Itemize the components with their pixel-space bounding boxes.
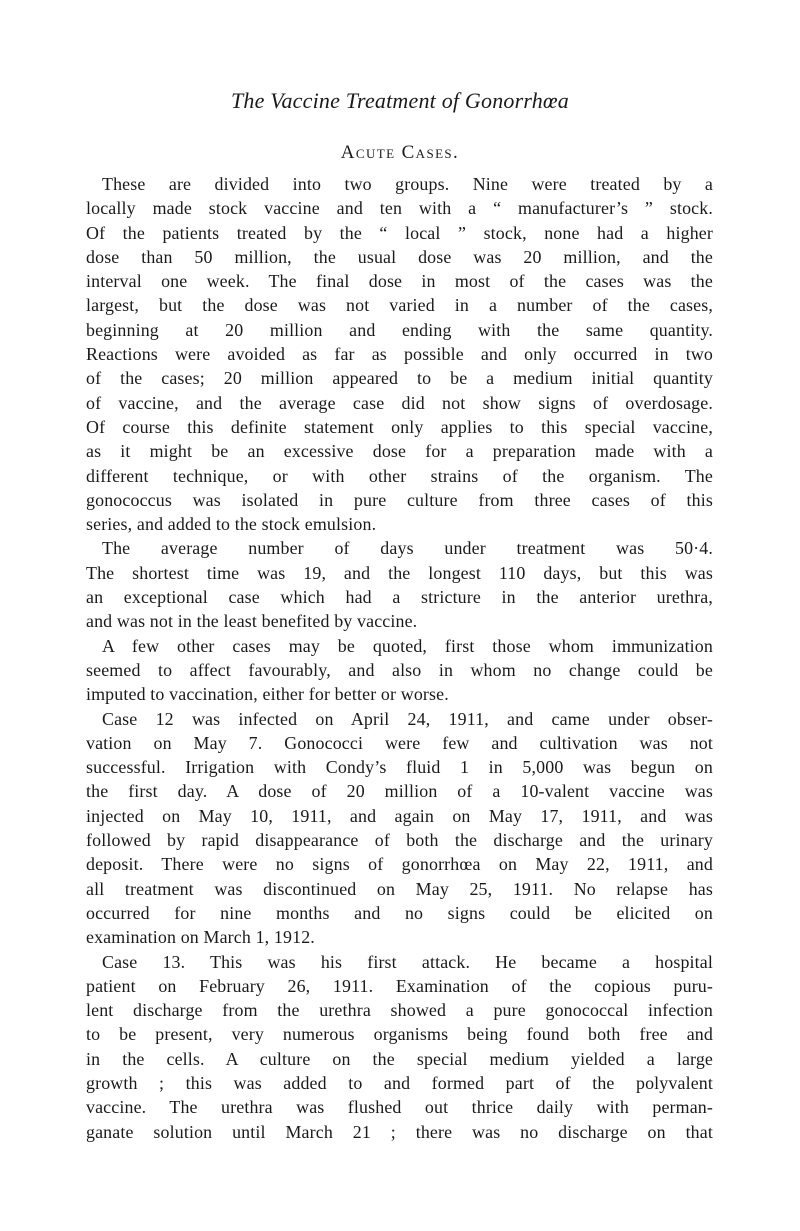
text-line: The average number of days under treatment was 50·4. (102, 538, 713, 559)
text-line: deposit. There were no signs of gonorrhœa on May 22, 1911, and (86, 854, 713, 875)
text-line: an exceptional case which had a stricture in the anterior urethra, (86, 587, 713, 608)
text-line: patient on February 26, 1911. Examination of the copious puru- (86, 975, 713, 996)
text-line: Of the patients treated by the “ local ” stock, none had a higher (86, 222, 713, 243)
text-line: successful. Irrigation with Condy’s fluid 1 in 5,000 was begun on (86, 757, 713, 778)
text-line: vaccine. The urethra was flushed out thrice daily with perman- (86, 1097, 713, 1118)
text-line: vation on May 7. Gonococci were few and cultivation was not (86, 732, 713, 753)
text-line: interval one week. The final dose in most of the cases was the (86, 271, 713, 292)
text-line: lent discharge from the urethra showed a pure gonococcal infection (86, 1000, 713, 1021)
text-line: ganate solution until March 21 ; there was no discharge on that (86, 1121, 713, 1142)
text-line: growth ; this was added to and formed part of the polyvalent (86, 1072, 713, 1093)
text-line: to be present, very numerous organisms being found both free and (86, 1024, 713, 1045)
document-page: The Vaccine Treatment of Gonorrhœa Acute Cases. These are divided into two groups. Nine were treated by a locally made stock vaccine and ten with a “ manufacturer’s ” stock. Of the patients treated by the “ local ” stock, none had a higher dose than 50 million, the usual dose was 20 million, and the interval one week. The final dose in most of the cases was the largest, but the dose was not varied in a number of the cases, beginning at 20 million and ending with the same quantity. Reactions were avoided as far as possible and only occurred in two of the cases; 20 million appeared to be a medium initial quantity of vaccine, and the average case did not show signs of overdosage. Of course this definite statement only applies to this special vaccine, as it might be an excessive dose for a preparation made with a different technique, or with other strains of the organism. The gonococcus was isolated in pure culture from three cases of this series, and added to the stock emulsion. The average number of days under treatment was 50·4. The shortest time was 19, and the longest 110 days, but this was an exceptional case which had a stricture in the anterior urethra, and was not in the least benefited by vaccine. A few other cases may be quoted, first those whom immunization seemed to affect favourably, and also in whom no change could be imputed to vaccination, either for better or worse. Case 12 was infected on April 24, 1911, and came under obser- vation on May 7. Gonococci were few and cultivation was not successful. Irrigation with Condy’s fluid 1 in 5,000 was begun on the first day. A dose of 20 million of a 10-valent vaccine was injected on May 10, 1911, and again on May 17, 1911, and was followed by rapid disappearance of both the discharge and the urinary deposit. There were no signs of gonorrhœa on May 22, 1911, and all treatment was discontinued on May 25, 1911. No relapse has occurred for nine months and no signs could be elicited on examination on March 1, 1912. Case 13. This was his first attack. He became a hospital patient on February 26, 1911. Examination of the copious puru- lent discharge from the urethra showed a pure gonococcal infection to be present, very numerous organisms being found both free and in the cells. A culture on the special medium yielded a large growth ; this was added to and formed part of the polyvalent vaccine. The urethra was flushed out thrice daily with perman- ganate solution until March 21 ; there was no discharge on that (0, 0, 800, 1231)
text-line: occurred for nine months and no signs could be elicited on (86, 902, 713, 923)
text-line: gonococcus was isolated in pure culture from three cases of this (86, 489, 713, 510)
text-line: followed by rapid disappearance of both the discharge and the urinary (86, 830, 713, 851)
text-line: of vaccine, and the average case did not show signs of overdosage. (86, 392, 713, 413)
text-line: largest, but the dose was not varied in a number of the cases, (86, 295, 713, 316)
text-line: different technique, or with other strains of the organism. The (86, 465, 713, 486)
text-line: Case 13. This was his first attack. He became a hospital (102, 951, 713, 972)
text-line: locally made stock vaccine and ten with a “ manufacturer’s ” stock. (86, 198, 713, 219)
text-line: dose than 50 million, the usual dose was 20 million, and the (86, 246, 713, 267)
text-line: Case 12 was infected on April 24, 1911, and came under obser- (102, 708, 713, 729)
text-line: injected on May 10, 1911, and again on May 17, 1911, and was (86, 805, 713, 826)
text-line: as it might be an excessive dose for a preparation made with a (86, 441, 713, 462)
running-head: The Vaccine Treatment of Gonorrhœa (230, 88, 569, 113)
text-line: the first day. A dose of 20 million of a 10-valent vaccine was (86, 781, 713, 802)
text-line: The shortest time was 19, and the longest 110 days, but this was (86, 562, 713, 583)
section-heading: Acute Cases. (340, 142, 460, 163)
text-line: beginning at 20 million and ending with the same quantity. (86, 319, 713, 340)
text-line: These are divided into two groups. Nine were treated by a (102, 174, 713, 194)
text-line: seemed to affect favourably, and also in whom no change could be (86, 659, 713, 680)
text-line: all treatment was discontinued on May 25, 1911. No relapse has (86, 878, 713, 899)
text-line: Reactions were avoided as far as possible and only occurred in two (86, 344, 713, 365)
text-line: A few other cases may be quoted, first those whom immunization (102, 635, 713, 656)
text-line: of the cases; 20 million appeared to be a medium initial quantity (86, 368, 713, 389)
text-line: Of course this definite statement only applies to this special vaccine, (86, 416, 713, 437)
text-line: in the cells. A culture on the special medium yielded a large (86, 1048, 713, 1069)
